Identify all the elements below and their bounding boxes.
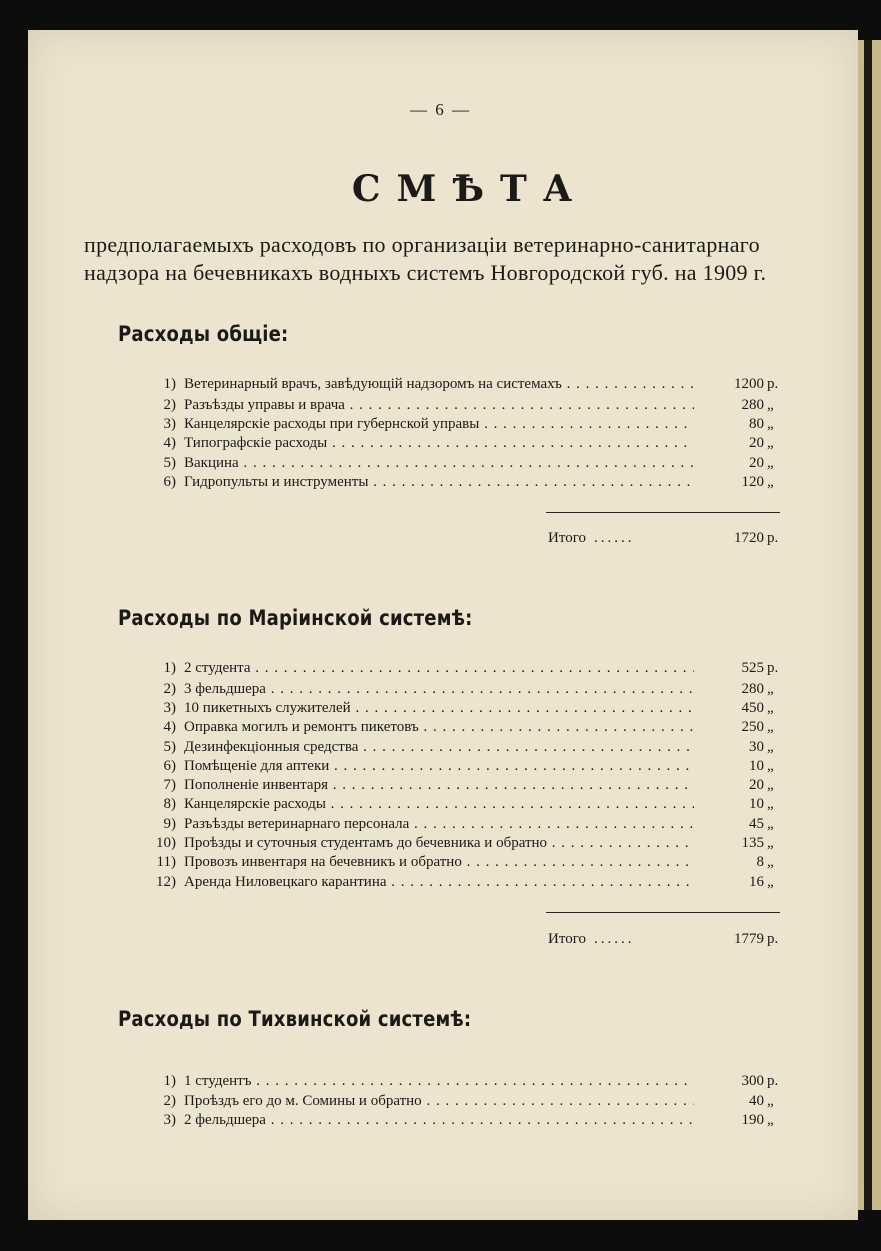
- list-item: [0, 453, 881, 473]
- item-number: 8): [163, 796, 176, 812]
- total-unit: р.: [767, 530, 779, 546]
- item-amount: 120: [741, 474, 764, 490]
- section-heading-mariinsk: Расходы по Маріинской системѣ:: [118, 606, 473, 630]
- item-amount: 300: [741, 1073, 764, 1089]
- list-item: [0, 374, 881, 394]
- item-amount: 30: [749, 739, 764, 755]
- total-row-general: [0, 527, 881, 549]
- list-item: [0, 1110, 881, 1130]
- item-label: Разъѣзды управы и врача . . .: [184, 395, 694, 415]
- item-label: 10 пикетныхъ служителей . . .: [184, 698, 694, 718]
- item-amount: 10: [749, 796, 764, 812]
- list-item: [0, 395, 881, 415]
- item-label: Пополненіе инвентаря . . .: [184, 775, 694, 795]
- item-unit: „: [767, 777, 774, 793]
- item-label: Вакцина . . .: [184, 453, 694, 473]
- item-number: 3): [163, 700, 176, 716]
- list-item: [0, 1091, 881, 1111]
- item-unit: „: [767, 455, 774, 471]
- item-label: Проѣзды и суточныя студентамъ до бечевника и обратно . . .: [184, 833, 694, 853]
- item-unit: „: [767, 1093, 774, 1109]
- item-amount: 10: [749, 758, 764, 774]
- section-heading-tikhvin: Расходы по Тихвинской системѣ:: [118, 1007, 472, 1031]
- list-item: [0, 872, 881, 892]
- item-number: 2): [163, 397, 176, 413]
- total-label: Итого: [548, 530, 586, 546]
- item-number: 1): [163, 1073, 176, 1089]
- item-number: 11): [156, 854, 176, 870]
- list-item: [0, 414, 881, 434]
- item-amount: 40: [749, 1093, 764, 1109]
- item-number: 1): [163, 376, 176, 392]
- item-label: Провозъ инвентаря на бечевникъ и обратно . . .: [184, 852, 694, 872]
- item-label: 2 фельдшера . . .: [184, 1110, 694, 1130]
- total-row-mariinsk: [0, 928, 881, 950]
- item-number: 6): [163, 474, 176, 490]
- list-item: [0, 698, 881, 718]
- item-label: Оправка могилъ и ремонтъ пикетовъ . . .: [184, 717, 694, 737]
- item-number: 12): [156, 874, 176, 890]
- page-edge-shadow: [864, 40, 872, 1210]
- item-amount: 190: [741, 1112, 764, 1128]
- subtitle-line-2: надзора на бечевникахъ водныхъ системъ Новгородской губ. на 1909 г.: [84, 260, 767, 285]
- item-label: Гидропульты и инструменты . . .: [184, 472, 694, 492]
- item-amount: 45: [749, 816, 764, 832]
- total-label: Итого: [548, 931, 586, 947]
- item-label: Канцелярскіе расходы при губернской управы . . .: [184, 414, 694, 434]
- item-label: Канцелярскіе расходы . . .: [184, 794, 694, 814]
- subtitle-line-1: предполагаемыхъ расходовъ по организаціи ветеринарно-санитарнаго: [84, 232, 760, 257]
- item-number: 2): [163, 681, 176, 697]
- item-amount: 16: [749, 874, 764, 890]
- total-dots: ......: [594, 931, 635, 947]
- item-unit: р.: [767, 1073, 779, 1089]
- total-rule: [546, 512, 780, 513]
- item-number: 5): [163, 739, 176, 755]
- item-number: 9): [163, 816, 176, 832]
- item-number: 6): [163, 758, 176, 774]
- list-item: [0, 679, 881, 699]
- item-number: 4): [163, 435, 176, 451]
- item-unit: р.: [767, 376, 779, 392]
- item-amount: 20: [749, 435, 764, 451]
- item-unit: „: [767, 854, 774, 870]
- item-amount: 280: [741, 681, 764, 697]
- total-rule: [546, 912, 780, 913]
- item-label: Типографскіе расходы . . .: [184, 433, 694, 453]
- item-label: Аренда Ниловецкаго карантина . . .: [184, 872, 694, 892]
- item-amount: 135: [741, 835, 764, 851]
- item-unit: „: [767, 397, 774, 413]
- total-dots: ......: [594, 530, 635, 546]
- list-item: [0, 717, 881, 737]
- item-label: Ветеринарный врачъ, завѣдующій надзоромъ на системахъ . . .: [184, 374, 694, 394]
- item-label: Проѣздъ его до м. Сомины и обратно . . .: [184, 1091, 694, 1111]
- item-label: Разъѣзды ветеринарнаго персонала . . .: [184, 814, 694, 834]
- item-amount: 450: [741, 700, 764, 716]
- list-item: [0, 658, 881, 678]
- item-unit: „: [767, 435, 774, 451]
- list-item: [0, 833, 881, 853]
- item-amount: 1200: [734, 376, 764, 392]
- page-title: СМѢТА: [351, 168, 589, 210]
- list-item: [0, 1071, 881, 1091]
- item-unit: „: [767, 874, 774, 890]
- list-item: [0, 433, 881, 453]
- item-amount: 20: [749, 455, 764, 471]
- item-number: 2): [163, 1093, 176, 1109]
- item-amount: 8: [756, 854, 764, 870]
- page-number: — 6 —: [410, 100, 471, 119]
- item-unit: „: [767, 1112, 774, 1128]
- item-label: Помѣщеніе для аптеки . . .: [184, 756, 694, 776]
- list-item: [0, 794, 881, 814]
- item-label: 1 студентъ . . .: [184, 1071, 694, 1091]
- item-number: 7): [163, 777, 176, 793]
- item-number: 3): [163, 416, 176, 432]
- list-item: [0, 852, 881, 872]
- item-unit: „: [767, 474, 774, 490]
- section-heading-general: Расходы общіе:: [118, 322, 289, 346]
- item-unit: „: [767, 719, 774, 735]
- item-label: Дезинфекціонныя средства . . .: [184, 737, 694, 757]
- item-amount: 525: [741, 660, 764, 676]
- item-amount: 280: [741, 397, 764, 413]
- item-unit: „: [767, 681, 774, 697]
- list-item: [0, 472, 881, 492]
- item-amount: 20: [749, 777, 764, 793]
- total-amount: 1720: [734, 530, 764, 546]
- total-unit: р.: [767, 931, 779, 947]
- item-unit: р.: [767, 660, 779, 676]
- list-item: [0, 775, 881, 795]
- item-number: 4): [163, 719, 176, 735]
- item-unit: „: [767, 835, 774, 851]
- item-unit: „: [767, 700, 774, 716]
- item-unit: „: [767, 416, 774, 432]
- item-number: 3): [163, 1112, 176, 1128]
- item-number: 1): [163, 660, 176, 676]
- item-number: 5): [163, 455, 176, 471]
- item-unit: „: [767, 739, 774, 755]
- item-unit: „: [767, 758, 774, 774]
- list-item: [0, 814, 881, 834]
- list-item: [0, 756, 881, 776]
- list-item: [0, 737, 881, 757]
- item-unit: „: [767, 796, 774, 812]
- item-unit: „: [767, 816, 774, 832]
- item-amount: 250: [741, 719, 764, 735]
- total-amount: 1779: [734, 931, 764, 947]
- item-number: 10): [156, 835, 176, 851]
- item-label: 3 фельдшера . . .: [184, 679, 694, 699]
- item-label: 2 студента . . .: [184, 658, 694, 678]
- item-amount: 80: [749, 416, 764, 432]
